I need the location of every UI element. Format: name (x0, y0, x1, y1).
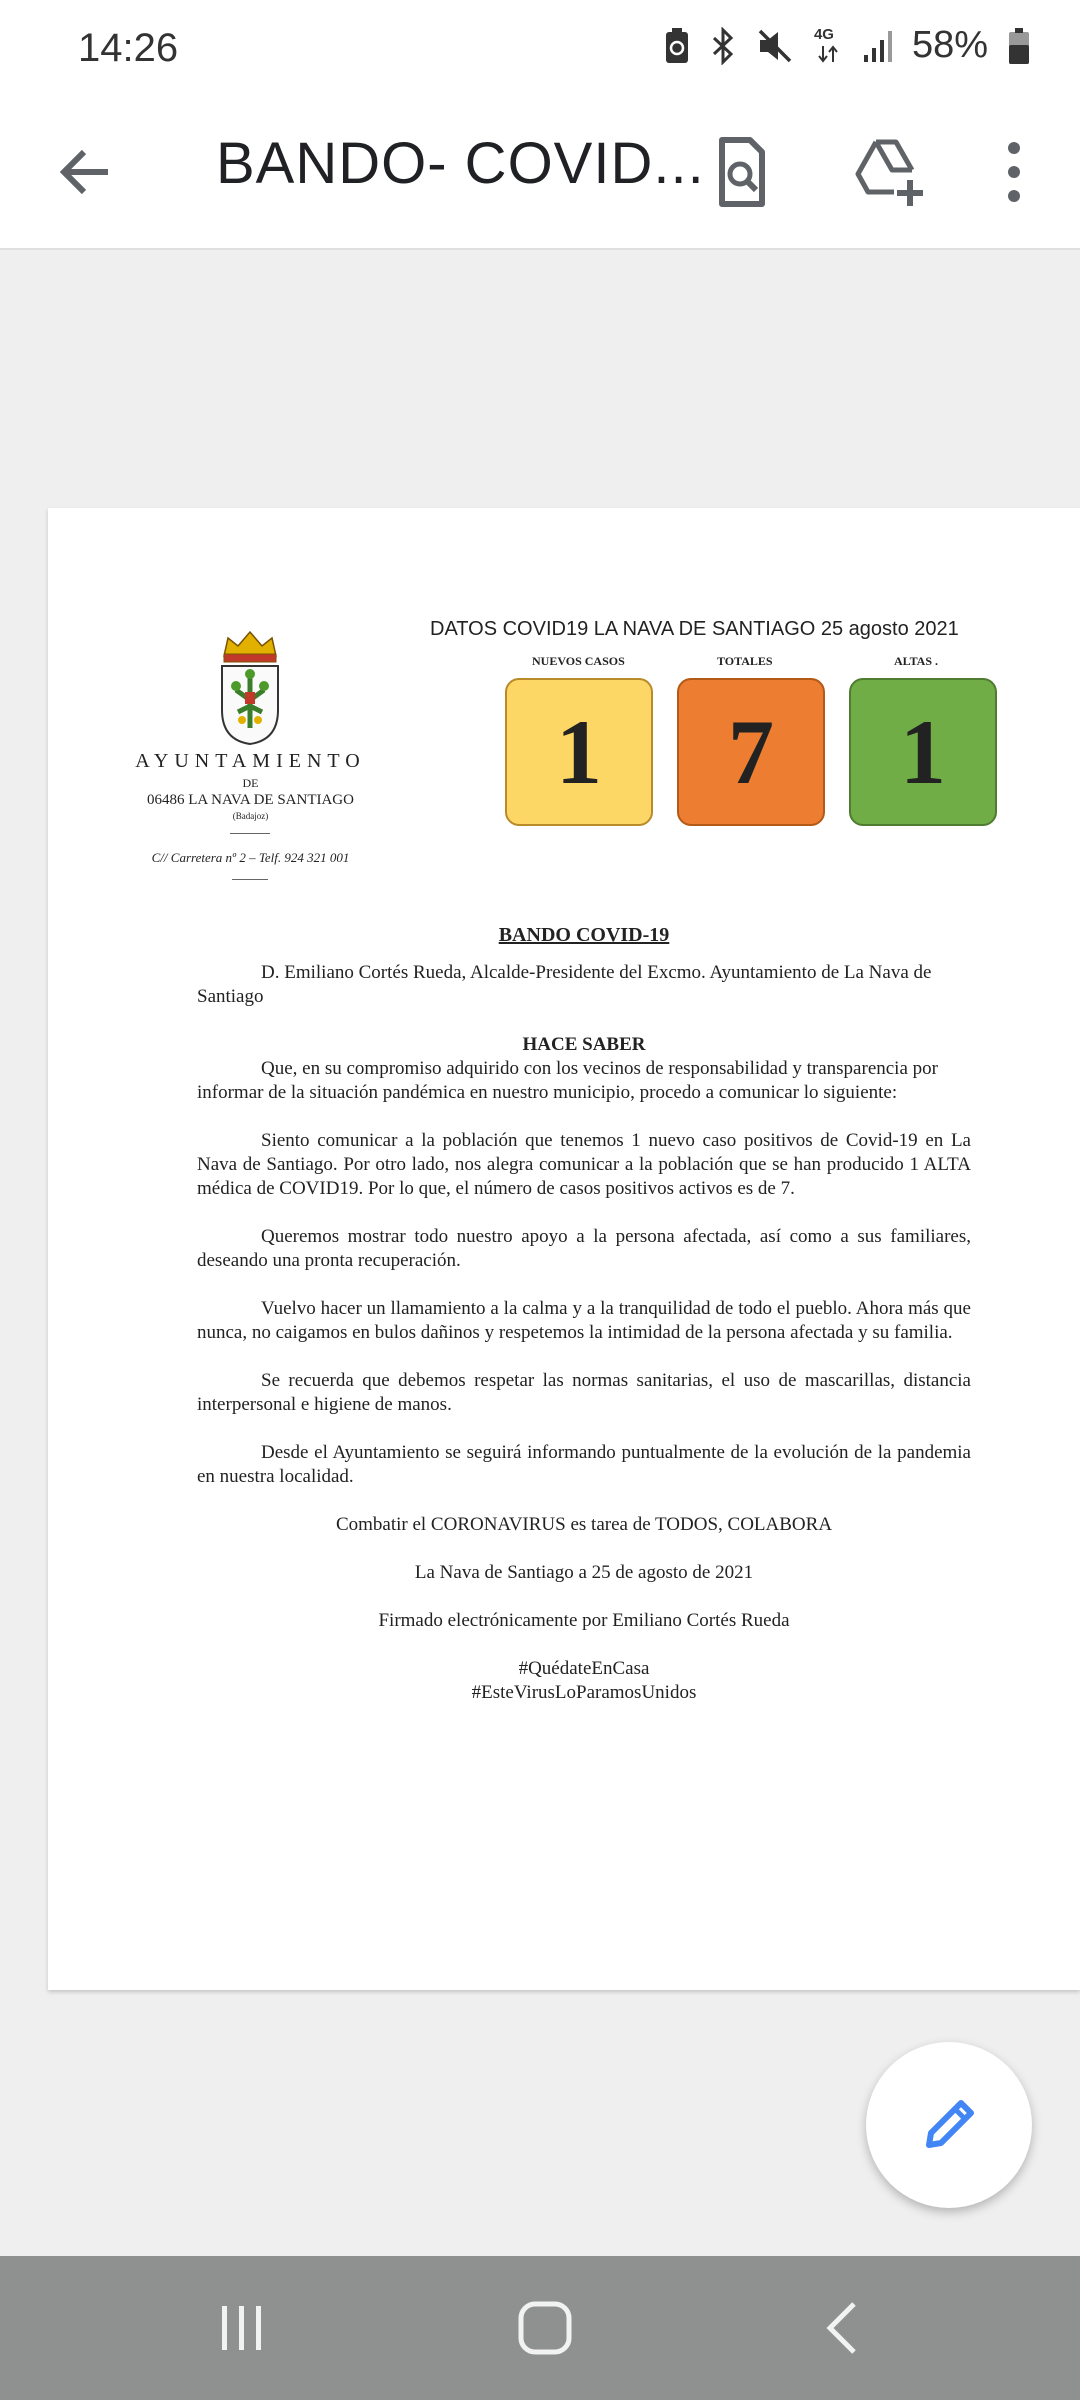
network-4g-icon (814, 26, 842, 66)
battery-saver-icon (664, 27, 690, 65)
paragraph: Siento comunicar a la población que tenemos 1 nuevo caso positivos de Covid-19 en La Nava de Santiago. Por otro lado, nos alegra comunicar a la población que se han producido 1 ALTA médica de COVID19. Por lo que, el número de casos positivos activos es de 7. (197, 1130, 971, 1199)
paragraph: Que, en su compromiso adquirido con los vecinos de responsabilidad y transparencia por informar de la situación pandémica en nuestro municipio, procedo a comunicar lo siguiente: (197, 1058, 938, 1103)
ayuntamiento-town: 06486 LA NAVA DE SANTIAGO (147, 792, 354, 808)
paragraph: Vuelvo hacer un llamamiento a la calma y a la tranquilidad de todo el pueblo. Ahora más que nunca, no caigamos en bulos dañinos y respetemos la intimidad de la persona afectada y su familia. (197, 1298, 971, 1343)
back-icon (814, 2298, 874, 2358)
totales-label: TOTALES (717, 654, 773, 668)
back-button[interactable] (50, 136, 122, 208)
more-options-button[interactable] (972, 130, 1056, 214)
header-divider (232, 879, 268, 880)
coat-of-arms-logo (214, 628, 286, 748)
recents-icon (212, 2298, 272, 2358)
add-to-drive-icon (846, 130, 930, 214)
mute-icon (756, 27, 794, 65)
network-label: 4G (813, 25, 834, 43)
app-bar (0, 100, 1080, 250)
bluetooth-icon (710, 27, 736, 65)
combatir-line: Combatir el CORONAVIRUS es tarea de TODOS, COLABORA (335, 1514, 833, 1535)
ayuntamiento-name: AYUNTAMIENTO (135, 750, 366, 772)
altas-label: ALTAS . (894, 654, 939, 668)
document-body (197, 923, 971, 1705)
status-icons (664, 24, 1030, 67)
document-heading: BANDO COVID-19 (498, 924, 670, 946)
hashtag: #QuédateEnCasa (518, 1658, 650, 1679)
add-to-drive-button[interactable] (846, 130, 930, 214)
nuevos-casos-value: 1 (505, 678, 653, 826)
system-nav-bar (0, 2256, 1080, 2400)
edit-pencil-icon (917, 2093, 981, 2157)
status-time: 14:26 (78, 26, 179, 70)
recents-button[interactable] (206, 2292, 278, 2364)
back-arrow-icon (50, 136, 122, 208)
search-document-icon (700, 130, 784, 214)
document-page (48, 508, 1080, 1990)
nuevos-casos-label: NUEVOS CASOS (532, 654, 625, 668)
paragraph: Se recuerda que debemos respetar las normas sanitarias, el uso de mascarillas, distancia interpersonal e higiene de manos. (197, 1370, 971, 1415)
edit-fab-button[interactable] (866, 2042, 1032, 2208)
paragraph: Queremos mostrar todo nuestro apoyo a la persona afectada, así como a sus familiares, deseando una pronta recuperación. (197, 1226, 971, 1271)
battery-percentage: 58% (911, 24, 988, 66)
datos-covid-line: DATOS COVID19 LA NAVA DE SANTIAGO 25 agosto 2021 (430, 618, 959, 640)
system-back-button[interactable] (808, 2292, 880, 2364)
hace-saber-heading: HACE SABER (522, 1034, 646, 1055)
hashtag: #EsteVirusLoParamosUnidos (471, 1682, 697, 1703)
ayuntamiento-address: C// Carretera nº 2 – Telf. 924 321 001 (151, 850, 350, 865)
signal-icon (862, 29, 892, 63)
search-document-button[interactable] (700, 130, 784, 214)
home-button[interactable] (509, 2292, 581, 2364)
ayuntamiento-de: DE (242, 776, 259, 790)
signature-line: Firmado electrónicamente por Emiliano Cortés Rueda (378, 1610, 790, 1631)
totales-value: 7 (677, 678, 825, 826)
battery-icon (1008, 27, 1030, 65)
intro-paragraph: D. Emiliano Cortés Rueda, Alcalde-Presidente del Excmo. Ayuntamiento de La Nava de Santiago (197, 962, 932, 1007)
altas-value: 1 (849, 678, 997, 826)
header-divider (230, 833, 270, 834)
date-line: La Nava de Santiago a 25 de agosto de 2021 (414, 1562, 754, 1583)
ayuntamiento-province: (Badajoz) (232, 811, 269, 821)
more-vert-icon (972, 130, 1056, 214)
document-title: BANDO- COVID... (216, 131, 705, 196)
home-icon (515, 2298, 575, 2358)
paragraph: Desde el Ayuntamiento se seguirá informando puntualmente de la evolución de la pandemia en nuestra localidad. (197, 1442, 971, 1487)
status-bar (0, 0, 1080, 100)
